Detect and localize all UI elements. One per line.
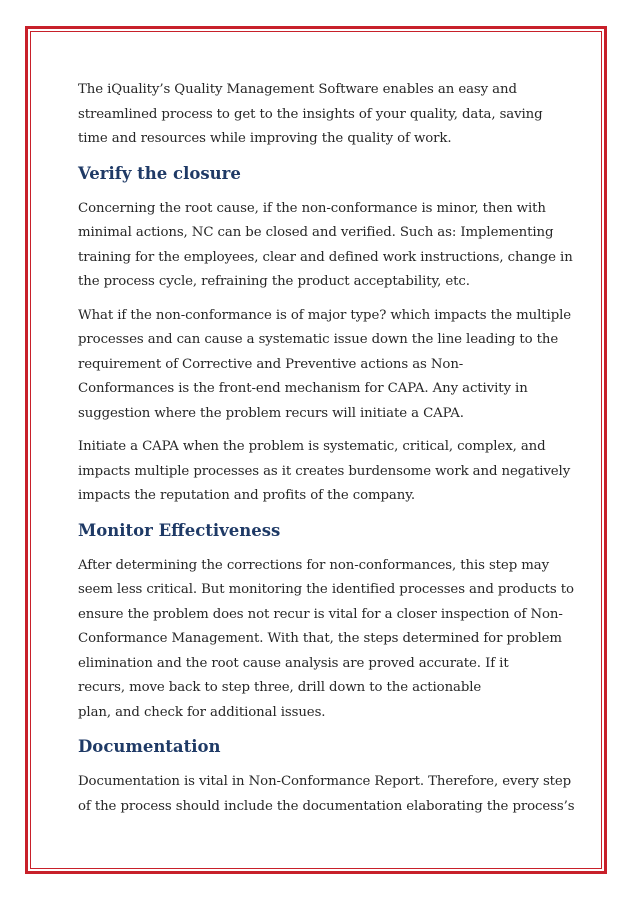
text-line: After determining the corrections for non-conformances, this step may: [78, 557, 549, 573]
documentation-paragraph-1: [78, 770, 575, 819]
text-line: Conformance Management. With that, the steps determined for problem: [78, 631, 562, 646]
text-line: of the process should include the documentation elaborating the process’s: [78, 798, 575, 814]
text-line: minimal actions, NC can be closed and verified. Such as: Implementing: [78, 225, 554, 240]
heading-verify-closure: Verify the closure: [78, 163, 241, 183]
text-line: Concerning the root cause, if the non-conformance is minor, then with: [78, 200, 546, 216]
document-body: [78, 78, 575, 828]
text-line: elimination and the root cause analysis are proved accurate. If it: [78, 655, 509, 671]
text-line: Initiate a CAPA when the problem is systematic, critical, complex, and: [78, 439, 546, 454]
monitor-paragraph-1: [78, 554, 574, 726]
text-line: training for the employees, clear and defined work instructions, change in: [78, 249, 573, 265]
verify-paragraph-3: [78, 435, 571, 509]
text-line: Documentation is vital in Non-Conformance Report. Therefore, every step: [78, 774, 572, 789]
text-line: Conformances is the front-end mechanism for CAPA. Any activity in: [78, 381, 528, 396]
text-line: The iQuality’s Quality Management Software enables an easy and: [78, 82, 517, 97]
text-line: impacts multiple processes as it creates burdensome work and negatively: [78, 463, 571, 479]
intro-paragraph: [78, 78, 558, 152]
heading-monitor-effectiveness: Monitor Effectiveness: [78, 520, 281, 540]
verify-paragraph-1: [78, 197, 573, 295]
text-line: requirement of Corrective and Preventive actions as Non-: [78, 356, 464, 372]
verify-paragraph-2: [78, 304, 572, 427]
text-line: seem less critical. But monitoring the identified processes and products to: [78, 582, 574, 597]
text-line: plan, and check for additional issues.: [78, 704, 326, 720]
text-line: processes and can cause a systematic issue down the line leading to the: [78, 332, 559, 347]
text-line: ensure the problem does not recur is vital for a closer inspection of Non-: [78, 606, 563, 622]
text-line: streamlined process to get to the insights of your quality, data, saving: [78, 106, 543, 122]
text-line: impacts the reputation and profits of the company.: [78, 488, 415, 503]
text-line: recurs, move back to step three, drill down to the actionable: [78, 680, 482, 695]
text-line: What if the non-conformance is of major type? which impacts the multiple: [78, 307, 572, 323]
text-line: suggestion where the problem recurs will initiate a CAPA.: [78, 405, 464, 421]
heading-documentation: Documentation: [78, 737, 221, 756]
text-line: time and resources while improving the quality of work.: [78, 131, 452, 146]
text-line: the process cycle, refraining the product acceptability, etc.: [78, 274, 470, 289]
